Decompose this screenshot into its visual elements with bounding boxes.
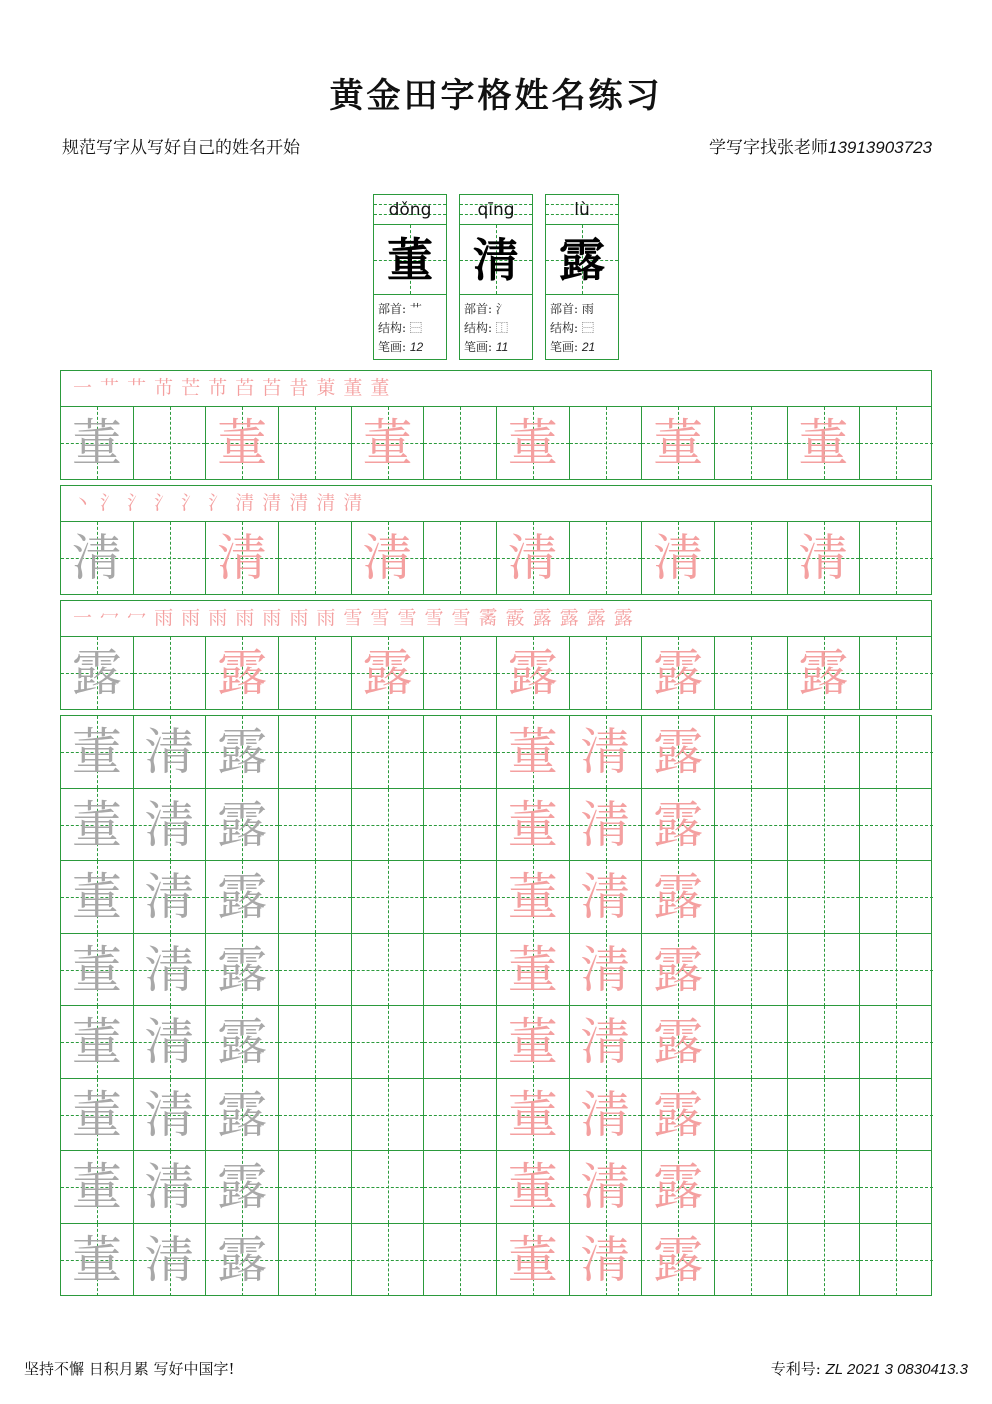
empty-practice-cell (715, 1079, 788, 1151)
trace-char: 清 (71, 529, 122, 587)
empty-practice-cell (279, 1224, 352, 1296)
trace-char: 清 (580, 1085, 631, 1144)
empty-practice-cell (279, 1006, 352, 1078)
empty-practice-cell (715, 407, 788, 479)
empty-practice-cell (788, 1151, 861, 1223)
empty-practice-cell (279, 1079, 352, 1151)
trace-char: 清 (653, 529, 704, 587)
trace-char: 露 (362, 644, 413, 702)
structure: ⿱ (409, 321, 422, 335)
empty-practice-cell (715, 1224, 788, 1296)
practice-cell (642, 1224, 715, 1296)
pinyin-text: qīng (477, 200, 515, 220)
empty-practice-cell (788, 1079, 861, 1151)
name-practice-row (61, 789, 931, 862)
empty-practice-cell (860, 716, 933, 788)
practice-cell (570, 789, 643, 861)
practice-cell (642, 1151, 715, 1223)
empty-practice-cell (424, 861, 497, 933)
practice-cell (206, 1224, 279, 1296)
trace-char: 董 (71, 1013, 122, 1071)
trace-char: 清 (580, 795, 631, 854)
stroke-section-3 (60, 600, 932, 710)
empty-practice-cell (860, 934, 933, 1006)
trace-char: 董 (71, 414, 122, 472)
empty-practice-cell (279, 934, 352, 1006)
empty-practice-cell (860, 1006, 933, 1078)
name-practice-grid (60, 715, 932, 1296)
practice-cell (497, 522, 570, 594)
practice-cell (642, 637, 715, 709)
empty-practice-cell (279, 407, 352, 479)
practice-cell (134, 1006, 207, 1078)
trace-char: 董 (71, 868, 122, 926)
empty-practice-cell (715, 934, 788, 1006)
practice-cell (497, 407, 570, 479)
empty-practice-cell (860, 861, 933, 933)
trace-char: 清 (580, 1158, 631, 1216)
empty-practice-cell (715, 1151, 788, 1223)
trace-char: 董 (507, 1230, 558, 1289)
practice-cell (61, 934, 134, 1006)
stroke-section-2 (60, 485, 932, 595)
trace-char: 清 (144, 723, 195, 781)
char-card-1 (373, 194, 447, 360)
practice-row (61, 407, 931, 479)
name-practice-row (61, 934, 931, 1007)
trace-char: 露 (653, 795, 704, 854)
name-practice-row (61, 1151, 931, 1224)
empty-practice-cell (279, 1151, 352, 1223)
empty-practice-cell (788, 716, 861, 788)
trace-char: 董 (798, 414, 849, 472)
empty-practice-cell (860, 522, 933, 594)
trace-char: 清 (144, 868, 195, 926)
practice-cell (497, 1151, 570, 1223)
practice-cell (61, 522, 134, 594)
trace-char: 清 (507, 529, 558, 587)
trace-char: 董 (507, 1158, 558, 1216)
phone-number: 13913903723 (827, 138, 932, 157)
empty-practice-cell (352, 716, 425, 788)
trace-char: 清 (144, 1230, 195, 1289)
empty-practice-cell (715, 637, 788, 709)
practice-cell (61, 407, 134, 479)
empty-practice-cell (352, 789, 425, 861)
practice-cell (788, 407, 861, 479)
stroke-count: 11 (495, 340, 509, 354)
practice-cell (206, 637, 279, 709)
trace-char: 露 (217, 940, 268, 999)
practice-cell (206, 1006, 279, 1078)
trace-char: 董 (71, 1085, 122, 1144)
practice-cell (206, 716, 279, 788)
pinyin-box (546, 195, 618, 225)
practice-cell (206, 861, 279, 933)
trace-char: 露 (217, 1085, 268, 1144)
stroke-section-1 (60, 370, 932, 480)
practice-cell (642, 522, 715, 594)
empty-practice-cell (279, 716, 352, 788)
empty-practice-cell (860, 1079, 933, 1151)
practice-cell (642, 861, 715, 933)
empty-practice-cell (352, 1006, 425, 1078)
trace-char: 董 (507, 1013, 558, 1071)
pinyin-box (374, 195, 446, 225)
practice-cell (134, 1079, 207, 1151)
name-practice-row (61, 1079, 931, 1152)
big-char: 清 (473, 233, 519, 287)
empty-practice-cell (860, 1151, 933, 1223)
empty-practice-cell (715, 789, 788, 861)
page-title: 黄金田字格姓名练习 (329, 76, 663, 116)
empty-practice-cell (715, 861, 788, 933)
subtitle-right (709, 136, 932, 160)
trace-char: 露 (653, 868, 704, 926)
trace-char: 露 (217, 1013, 268, 1071)
practice-cell (206, 934, 279, 1006)
char-info: 部首: 雨 结构: ⿱ 笔画: 21 (550, 302, 596, 354)
trace-char: 清 (580, 868, 631, 926)
practice-cell (570, 1151, 643, 1223)
trace-char: 露 (217, 1158, 268, 1216)
practice-cell (570, 1224, 643, 1296)
practice-cell (570, 861, 643, 933)
empty-practice-cell (352, 934, 425, 1006)
radical: 艹 (409, 302, 422, 316)
empty-practice-cell (352, 1151, 425, 1223)
structure: ⿰ (495, 321, 508, 335)
trace-char: 清 (144, 940, 195, 999)
practice-cell (61, 637, 134, 709)
empty-practice-cell (424, 1079, 497, 1151)
empty-practice-cell (788, 934, 861, 1006)
empty-practice-cell (788, 1224, 861, 1296)
empty-practice-cell (715, 522, 788, 594)
practice-cell (61, 1006, 134, 1078)
trace-char: 露 (653, 1230, 704, 1289)
empty-practice-cell (279, 522, 352, 594)
practice-cell (497, 789, 570, 861)
practice-cell (206, 1151, 279, 1223)
trace-char: 董 (71, 940, 122, 999)
empty-practice-cell (424, 789, 497, 861)
practice-cell (497, 637, 570, 709)
empty-practice-cell (788, 1006, 861, 1078)
empty-practice-cell (715, 716, 788, 788)
empty-practice-cell (134, 407, 207, 479)
name-practice-row (61, 1006, 931, 1079)
trace-char: 露 (71, 644, 122, 702)
practice-cell (61, 1151, 134, 1223)
trace-char: 清 (217, 529, 268, 587)
empty-practice-cell (279, 861, 352, 933)
pinyin-text: dǒng (388, 200, 432, 220)
practice-cell (61, 1079, 134, 1151)
footer-motto: 坚持不懈 日积月累 写好中国字! (24, 1360, 235, 1378)
practice-cell (134, 1151, 207, 1223)
practice-cell (134, 934, 207, 1006)
empty-practice-cell (352, 1079, 425, 1151)
practice-cell (570, 1006, 643, 1078)
trace-char: 董 (507, 414, 558, 472)
practice-cell (497, 1006, 570, 1078)
empty-practice-cell (860, 1224, 933, 1296)
stroke-order: 一 艹 艹 芇 芒 芇 苩 苩 昔 菄 董 董 (61, 371, 931, 407)
trace-char: 董 (507, 1085, 558, 1144)
empty-practice-cell (570, 637, 643, 709)
subtitle-right-text: 学写字找张老师 (708, 138, 828, 158)
practice-cell (497, 1079, 570, 1151)
empty-practice-cell (424, 1224, 497, 1296)
practice-cell (497, 1224, 570, 1296)
trace-char: 露 (217, 795, 268, 854)
radical: 雨 (581, 302, 594, 316)
empty-practice-cell (788, 861, 861, 933)
stroke-count: 21 (581, 340, 596, 354)
big-char: 露 (559, 233, 605, 287)
empty-practice-cell (279, 637, 352, 709)
practice-cell (642, 789, 715, 861)
trace-char: 露 (217, 868, 268, 926)
trace-char: 清 (580, 1230, 631, 1289)
trace-char: 董 (71, 723, 122, 781)
practice-cell (497, 716, 570, 788)
practice-cell (206, 522, 279, 594)
name-practice-row (61, 1224, 931, 1297)
practice-cell (61, 716, 134, 788)
practice-row (61, 637, 931, 709)
pinyin-text: lù (574, 200, 590, 220)
trace-char: 露 (653, 644, 704, 702)
char-info: 部首: 艹 结构: ⿱ 笔画: 12 (378, 302, 424, 354)
pinyin-box (460, 195, 532, 225)
empty-practice-cell (860, 407, 933, 479)
trace-char: 清 (144, 795, 195, 854)
trace-char: 露 (217, 1230, 268, 1289)
empty-practice-cell (715, 1006, 788, 1078)
trace-char: 露 (217, 644, 268, 702)
big-char: 董 (387, 233, 433, 287)
char-box (460, 225, 532, 295)
name-practice-row (61, 716, 931, 789)
practice-cell (61, 861, 134, 933)
char-info: 部首: 氵 结构: ⿰ 笔画: 11 (464, 302, 509, 354)
empty-practice-cell (134, 637, 207, 709)
char-card-2 (459, 194, 533, 360)
subtitle-left: 规范写字从写好自己的姓名开始 (62, 138, 300, 158)
trace-char: 清 (144, 1085, 195, 1144)
trace-char: 董 (362, 414, 413, 472)
trace-char: 董 (507, 795, 558, 854)
practice-cell (206, 789, 279, 861)
trace-char: 董 (71, 1158, 122, 1216)
char-box (546, 225, 618, 295)
structure: ⿱ (581, 321, 594, 335)
trace-char: 露 (507, 644, 558, 702)
trace-char: 清 (580, 723, 631, 781)
trace-char: 清 (144, 1158, 195, 1216)
practice-cell (788, 522, 861, 594)
trace-char: 董 (653, 414, 704, 472)
char-box (374, 225, 446, 295)
practice-cell (497, 934, 570, 1006)
patent-number: ZL 2021 3 0830413.3 (825, 1361, 968, 1378)
empty-practice-cell (424, 1151, 497, 1223)
empty-practice-cell (860, 789, 933, 861)
empty-practice-cell (570, 407, 643, 479)
trace-char: 露 (653, 1013, 704, 1071)
practice-cell (134, 861, 207, 933)
empty-practice-cell (352, 1224, 425, 1296)
practice-cell (61, 789, 134, 861)
practice-cell (352, 522, 425, 594)
radical: 氵 (495, 302, 508, 316)
stroke-order: 丶 氵 氵 氵 氵 氵 清 清 清 清 清 (61, 486, 931, 522)
name-practice-row (61, 861, 931, 934)
trace-char: 清 (144, 1013, 195, 1071)
practice-cell (570, 1079, 643, 1151)
empty-practice-cell (424, 934, 497, 1006)
empty-practice-cell (424, 637, 497, 709)
practice-cell (206, 407, 279, 479)
practice-cell (642, 407, 715, 479)
practice-cell (788, 637, 861, 709)
empty-practice-cell (570, 522, 643, 594)
practice-cell (642, 934, 715, 1006)
practice-row (61, 522, 931, 594)
trace-char: 露 (653, 723, 704, 781)
empty-practice-cell (788, 789, 861, 861)
practice-cell (570, 716, 643, 788)
empty-practice-cell (424, 1006, 497, 1078)
empty-practice-cell (352, 861, 425, 933)
practice-cell (134, 716, 207, 788)
trace-char: 露 (798, 644, 849, 702)
trace-char: 露 (653, 1158, 704, 1216)
empty-practice-cell (424, 716, 497, 788)
empty-practice-cell (134, 522, 207, 594)
trace-char: 董 (507, 940, 558, 999)
trace-char: 露 (653, 1085, 704, 1144)
trace-char: 清 (580, 940, 631, 999)
trace-char: 董 (217, 414, 268, 472)
trace-char: 董 (507, 723, 558, 781)
practice-cell (134, 1224, 207, 1296)
trace-char: 清 (362, 529, 413, 587)
empty-practice-cell (279, 789, 352, 861)
trace-char: 董 (71, 795, 122, 854)
practice-cell (642, 1006, 715, 1078)
trace-char: 董 (71, 1230, 122, 1289)
char-card-3 (545, 194, 619, 360)
empty-practice-cell (424, 522, 497, 594)
empty-practice-cell (424, 407, 497, 479)
trace-char: 清 (580, 1013, 631, 1071)
trace-char: 董 (507, 868, 558, 926)
stroke-count: 12 (409, 340, 424, 354)
footer-patent: 专利号: ZL 2021 3 0830413.3 (770, 1360, 968, 1378)
practice-cell (134, 789, 207, 861)
practice-cell (642, 1079, 715, 1151)
practice-cell (352, 637, 425, 709)
practice-cell (497, 861, 570, 933)
stroke-order: 一 冖 冖 雨 雨 雨 雨 雨 雨 雨 雪 雪 雪 雪 雪 霱 霰 露 露 露 露 (61, 601, 931, 637)
practice-cell (352, 407, 425, 479)
practice-cell (642, 716, 715, 788)
trace-char: 清 (798, 529, 849, 587)
practice-cell (61, 1224, 134, 1296)
practice-cell (206, 1079, 279, 1151)
trace-char: 露 (653, 940, 704, 999)
trace-char: 露 (217, 723, 268, 781)
empty-practice-cell (860, 637, 933, 709)
practice-cell (570, 934, 643, 1006)
